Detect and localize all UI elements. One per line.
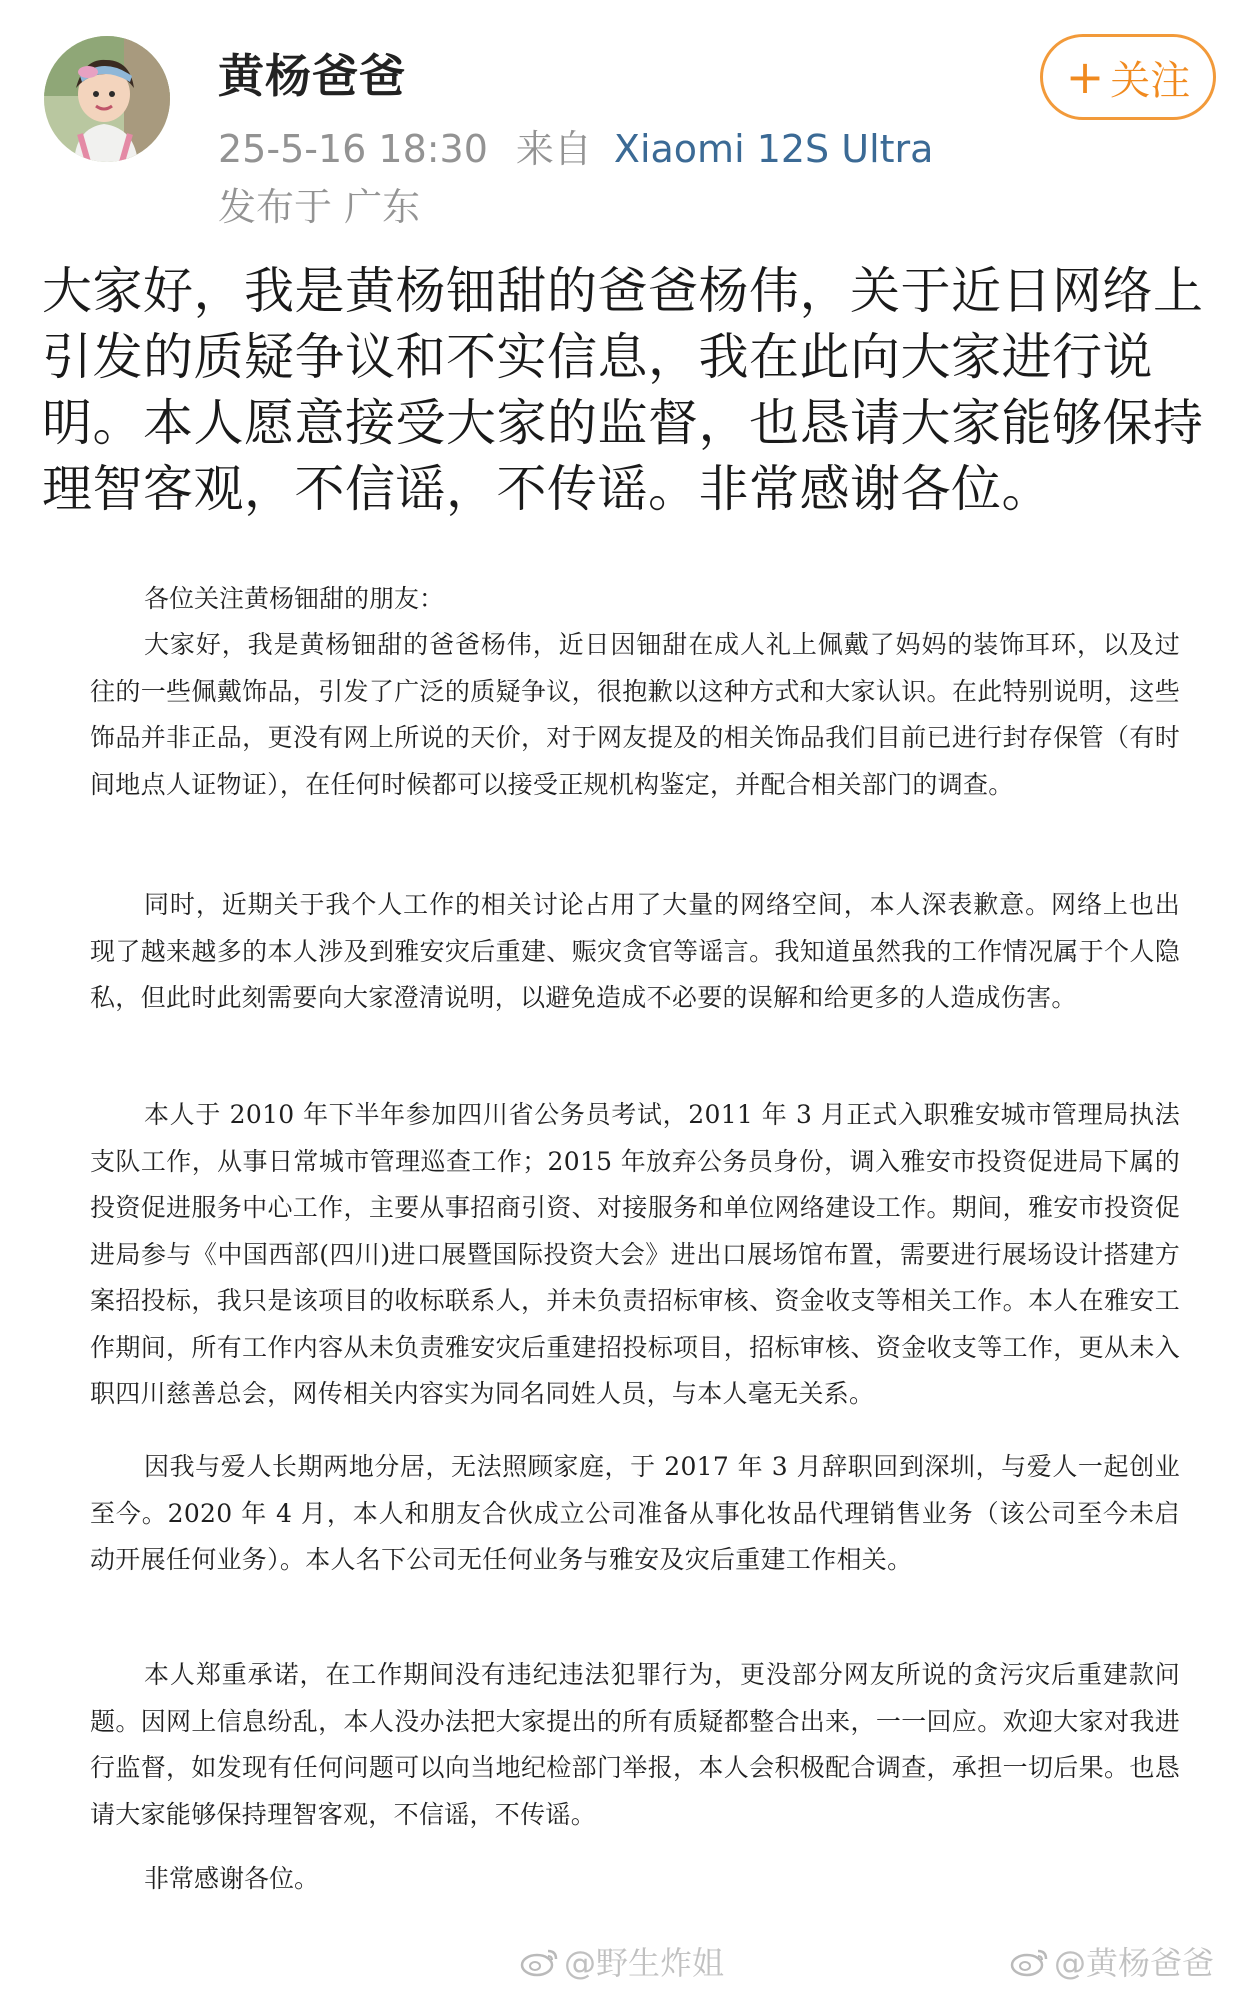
- username[interactable]: 黄杨爸爸: [218, 49, 406, 103]
- post-text: 大家好，我是黄杨钿甜的爸爸杨伟，关于近日网络上引发的质疑争议和不实信息，我在此向大家进行说明。本人愿意接受大家的监督，也恳请大家能够保持理智客观，不信谣，不传谣。非常感谢各位。: [42, 262, 1204, 518]
- letter-paragraph: 本人郑重承诺，在工作期间没有违纪违法犯罪行为，更没部分网友所说的贪污灾后重建款问题。因网上信息纷乱，本人没办法把大家提出的所有质疑都整合出来，一一回应。欢迎大家对我进行监督，如发现有任何问题可以向当地纪检部门举报，本人会积极配合调查，承担一切后果。也恳请大家能够保持理智客观，不信谣，不传谣。: [90, 1660, 1180, 1829]
- weibo-logo-icon: [520, 1945, 560, 1977]
- letter-paragraph: 大家好，我是黄杨钿甜的爸爸杨伟，近日因钿甜在成人礼上佩戴了妈妈的装饰耳环，以及过往的一些佩戴饰品，引发了广泛的质疑争议，很抱歉以这种方式和大家认识。在此特别说明，这些饰品并非正品，更没有网上所说的天价，对于网友提及的相关饰品我们目前已进行封存保管（有时间地点人证物证），在任何时候都可以接受正规机构鉴定，并配合相关部门的调查。: [90, 630, 1180, 799]
- post-location: 发布于 广东: [218, 185, 421, 229]
- device-link[interactable]: Xiaomi 12S Ultra: [613, 127, 934, 171]
- watermark-text: @黄杨爸爸: [1054, 1944, 1215, 1982]
- follow-button[interactable]: [1040, 34, 1216, 120]
- plus-icon: +: [1065, 50, 1105, 104]
- watermark-text: @野生炸姐: [564, 1944, 725, 1982]
- letter-paragraph: 同时，近期关于我个人工作的相关讨论占用了大量的网络空间，本人深表歉意。网络上也出现了越来越多的本人涉及到雅安灾后重建、赈灾贪官等谣言。我知道虽然我的工作情况属于个人隐私，但此时此刻需要向大家澄清说明，以避免造成不必要的误解和给更多的人造成伤害。: [90, 890, 1180, 1012]
- from-label: 来自: [515, 127, 592, 171]
- letter-paragraph: 因我与爱人长期两地分居，无法照顾家庭，于 2017 年 3 月辞职回到深圳，与爱人一起创业至今。2020 年 4 月，本人和朋友合伙成立公司准备从事化妆品代理销售业务（该公司至今未启动开展任何业务）。本人名下公司无任何业务与雅安及灾后重建工作相关。: [90, 1452, 1180, 1574]
- post-meta: [218, 118, 933, 173]
- avatar[interactable]: [44, 36, 170, 162]
- weibo-logo-icon: [1010, 1945, 1050, 1977]
- follow-button-label: 关注: [1110, 57, 1191, 104]
- attached-letter-image[interactable]: [0, 540, 1260, 1994]
- letter-closing: 非常感谢各位。: [144, 1864, 320, 1893]
- post-time: 25-5-16 18:30: [218, 127, 488, 171]
- letter-salutation: 各位关注黄杨钿甜的朋友：: [144, 584, 445, 613]
- letter-paragraph: 本人于 2010 年下半年参加四川省公务员考试，2011 年 3 月正式入职雅安城市管理局执法支队工作，从事日常城市管理巡查工作；2015 年放弃公务员身份，调入雅安市投资促进局下属的投资促进服务中心工作，主要从事招商引资、对接服务和单位网络建设工作。期间，雅安市投资促进局参与《中国西部(四川)进口展暨国际投资大会》进出口展场馆布置，需要进行展场设计搭建方案招投标，我只是该项目的收标联系人，并未负责招标审核、资金收支等相关工作。本人在雅安工作期间，所有工作内容从未负责雅安灾后重建招投标项目，招标审核、资金收支等工作，更从未入职四川慈善总会，网传相关内容实为同名同姓人员，与本人毫无关系。: [90, 1100, 1180, 1408]
- watermark: [520, 1938, 724, 1984]
- post-header: [0, 0, 1260, 228]
- avatar-photo-icon: [44, 36, 170, 162]
- watermark: [1010, 1938, 1214, 1984]
